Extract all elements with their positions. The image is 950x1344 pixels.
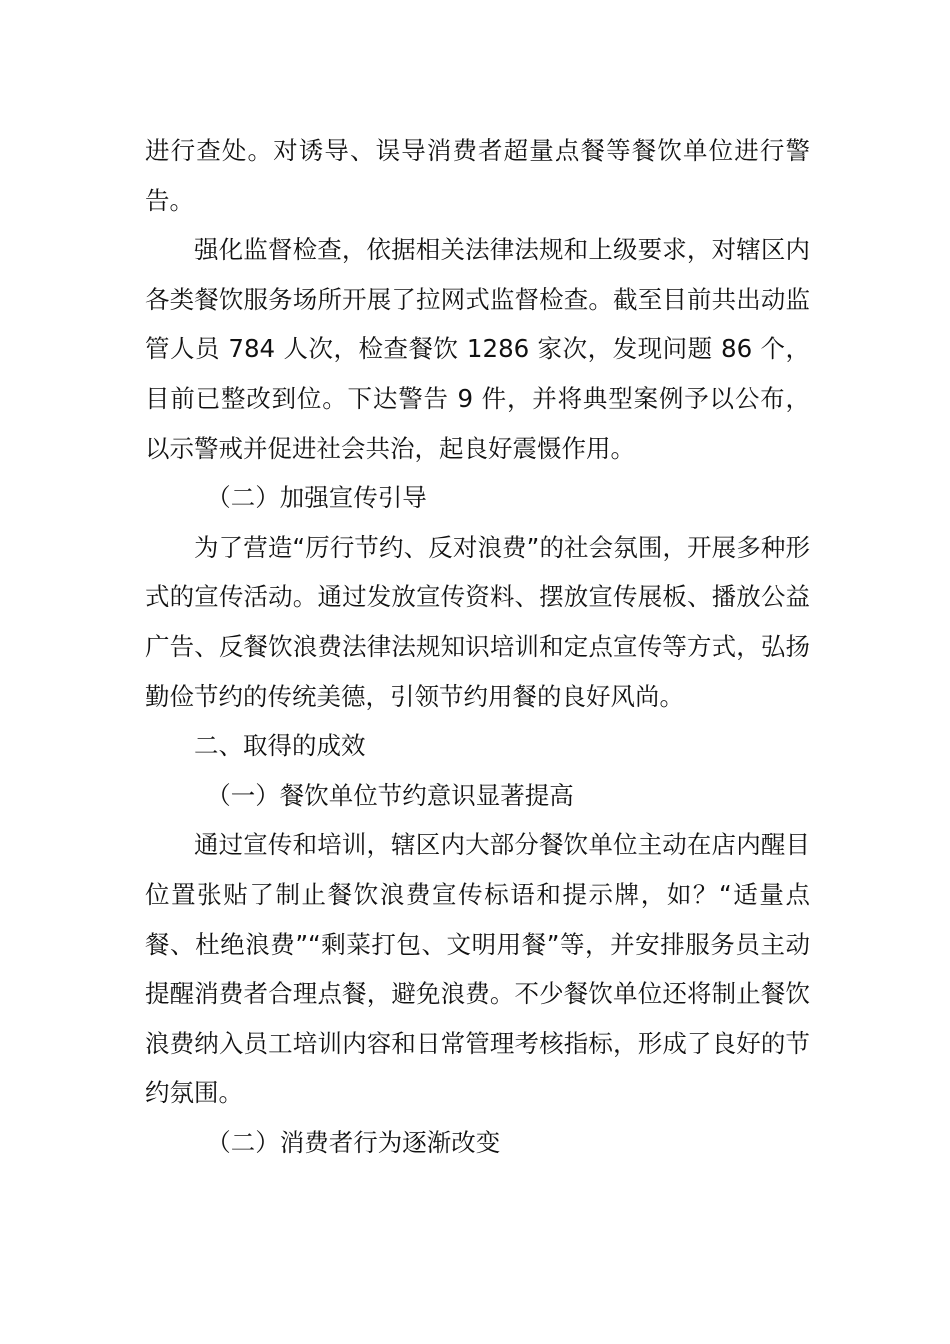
paragraph-supervision: 强化监督检查，依据相关法律法规和上级要求，对辖区内各类餐饮服务场所开展了拉网式监督检查。截至目前共出动监管人员 784 人次，检查餐饮 1286 家次，发现问题 86 个，目前已整改到位。下达警告 9 件，并将典型案例予以公布，以示警戒并促进社会共治，起良好震慑作用。 xyxy=(145,235,810,463)
subheading-awareness: （一）餐饮单位节约意识显著提高 xyxy=(206,780,574,810)
subheading-publicity: （二）加强宣传引导 xyxy=(206,483,427,513)
subheading-consumer-behavior: （二）消费者行为逐渐改变 xyxy=(206,1127,501,1157)
heading-results: 二、取得的成效 xyxy=(194,731,366,761)
paragraph-awareness: 通过宣传和培训，辖区内大部分餐饮单位主动在店内醒目位置张贴了制止餐饮浪费宣传标语和提示牌，如？“适量点餐、杜绝浪费”“剩菜打包、文明用餐”等，并安排服务员主动提醒消费者合理点餐，避免浪费。不少餐饮单位还将制止餐饮浪费纳入员工培训内容和日常管理考核指标，形成了良好的节约氛围。 xyxy=(145,830,810,1108)
paragraph-continuation: 进行查处。对诱导、误导消费者超量点餐等餐饮单位进行警告。 xyxy=(145,136,810,215)
document-body xyxy=(145,126,810,1167)
paragraph-publicity: 为了营造“厉行节约、反对浪费”的社会氛围，开展多种形式的宣传活动。通过发放宣传资料、摆放宣传展板、播放公益广告、反餐饮浪费法律法规知识培训和定点宣传等方式，弘扬勤俭节约的传统美德，引领节约用餐的良好风尚。 xyxy=(145,532,810,711)
